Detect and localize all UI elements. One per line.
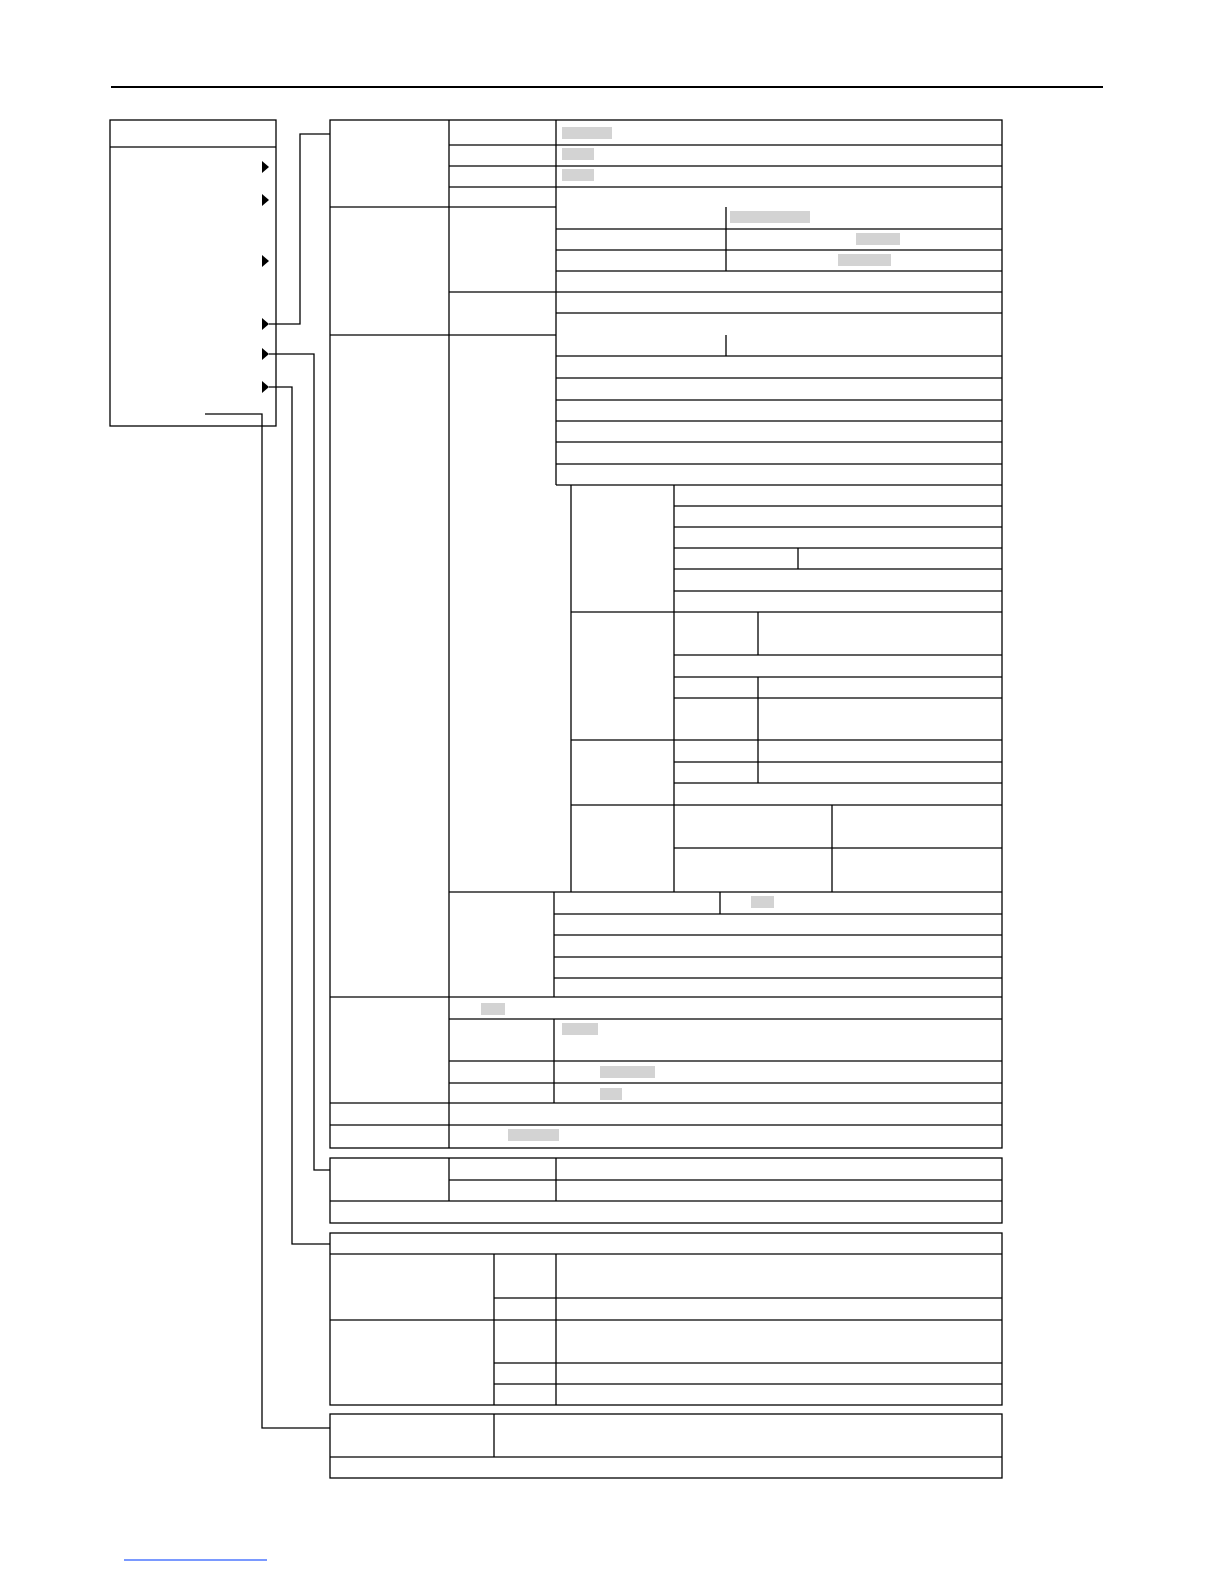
main-menu-box	[110, 120, 276, 426]
submenu-block-1	[330, 120, 1002, 1148]
submenu-block-4	[330, 1414, 1002, 1478]
submenu-block-2	[330, 1158, 1002, 1223]
submenu-block-3	[330, 1233, 1002, 1405]
